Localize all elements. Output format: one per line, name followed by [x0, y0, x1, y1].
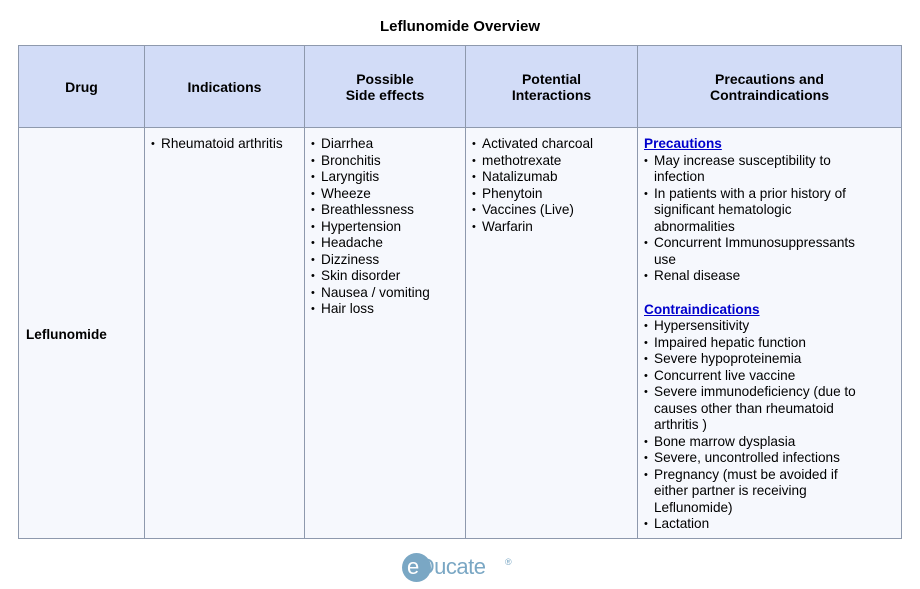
- contraindication-item: [644, 516, 895, 533]
- interaction-item: • Natalizumab: [472, 169, 631, 186]
- indications-list: [151, 136, 298, 153]
- header-drug: Drug: [19, 46, 145, 128]
- precautions-heading-link[interactable]: Precautions: [644, 136, 722, 151]
- interaction-item: • Phenytoin: [472, 186, 631, 203]
- side-effect-item: • Nausea / vomiting: [311, 285, 459, 302]
- precaution-item: [644, 186, 895, 236]
- page-title: Leflunomide Overview: [379, 18, 541, 35]
- registered-mark: ®: [505, 557, 512, 567]
- overview-table: [18, 45, 902, 539]
- precaution-item-line: abnormalities: [654, 218, 735, 234]
- header-interactions-line: Potential: [521, 70, 582, 87]
- contraindication-item: [644, 351, 895, 368]
- side-effect-item: • Breathlessness: [311, 202, 459, 219]
- contraindication-item-line: arthritis ): [654, 417, 707, 432]
- contraindication-item-line: • Pregnancy (must be avoided if: [654, 466, 838, 482]
- precaution-item-line: • Concurrent Immunosuppressants: [654, 235, 855, 250]
- precaution-item-line: infection: [654, 169, 705, 184]
- contraindications-heading-link[interactable]: Contraindications: [644, 301, 760, 317]
- drug-cell: Leflunomide: [19, 128, 145, 539]
- precaution-item-line: • Renal disease: [654, 268, 741, 283]
- interaction-item: • Vaccines (Live): [472, 202, 631, 219]
- contraindication-item-line: • Impaired hepatic function: [654, 334, 806, 350]
- side-effect-item: • Dizziness: [311, 252, 459, 269]
- side-effect-item: • Hair loss: [311, 301, 459, 318]
- precaution-item-line: use: [654, 251, 676, 267]
- side-effect-item: • Laryngitis: [311, 169, 459, 186]
- header-side-effects: [305, 46, 466, 128]
- contraindication-item: [644, 384, 895, 434]
- side-effect-item: • Bronchitis: [311, 153, 459, 170]
- contraindication-item: [644, 318, 895, 335]
- table-row: [19, 128, 902, 539]
- side-effects-list: [311, 136, 459, 318]
- contraindications-list: [644, 318, 895, 533]
- contraindication-item-line: • Concurrent live vaccine: [654, 367, 796, 383]
- logo-wordmark: [407, 554, 485, 580]
- precaution-item-line: • In patients with a prior history of: [654, 185, 846, 201]
- contraindication-item-line: • Severe immunodeficiency (due to: [654, 384, 856, 399]
- interactions-cell: [466, 128, 638, 539]
- contraindication-item-line: • Severe, uncontrolled infections: [654, 450, 840, 465]
- header-side-effects-line: Possible: [356, 70, 414, 87]
- side-effect-item: • Headache: [311, 235, 459, 252]
- header-precautions-line: Precautions and: [715, 70, 824, 87]
- contraindication-item-line: either partner is receiving: [654, 483, 807, 498]
- contraindication-item-line: • Lactation: [654, 516, 710, 531]
- indications-cell: [145, 128, 305, 539]
- precautions-cell: [638, 128, 902, 539]
- header-row: [19, 46, 902, 128]
- logo-rest-text: Ducate: [418, 554, 486, 579]
- header-interactions: [466, 46, 638, 128]
- contraindication-item-line: • Bone marrow dysplasia: [654, 433, 796, 449]
- precautions-list: [644, 153, 895, 285]
- precaution-item-line: significant hematologic: [654, 202, 792, 217]
- interaction-item: • methotrexate: [472, 153, 631, 170]
- contraindication-item-line: • Hypersensitivity: [654, 318, 750, 333]
- header-precautions-line: Contraindications: [709, 86, 829, 103]
- section-spacer: [644, 285, 895, 302]
- contraindication-item: [644, 450, 895, 467]
- side-effect-item: • Wheeze: [311, 186, 459, 203]
- precaution-item: [644, 235, 895, 268]
- side-effect-item: • Hypertension: [311, 219, 459, 236]
- contraindication-item: [644, 434, 895, 451]
- educate-logo: [402, 551, 532, 585]
- logo-first-letter: e: [407, 554, 419, 579]
- precaution-item: [644, 153, 895, 186]
- precaution-item: [644, 268, 895, 285]
- precaution-item-line: • May increase susceptibility to: [654, 152, 831, 168]
- contraindication-item-line: • Severe hypoproteinemia: [654, 351, 802, 366]
- header-interactions-line: Interactions: [511, 86, 592, 103]
- header-indications: Indications: [145, 46, 305, 128]
- contraindication-item: [644, 467, 895, 517]
- interactions-list: [472, 136, 631, 235]
- indication-item: • Rheumatoid arthritis: [151, 136, 298, 153]
- contraindication-item: [644, 368, 895, 385]
- interaction-item: • Activated charcoal: [472, 136, 631, 153]
- header-precautions: [638, 46, 902, 128]
- header-side-effects-line: Side effects: [345, 86, 425, 103]
- side-effects-cell: [305, 128, 466, 539]
- interaction-item: • Warfarin: [472, 219, 631, 236]
- contraindication-item-line: causes other than rheumatoid: [654, 400, 834, 416]
- contraindication-item: [644, 335, 895, 352]
- contraindication-item-line: Leflunomide): [654, 499, 733, 515]
- side-effect-item: • Skin disorder: [311, 268, 459, 285]
- side-effect-item: • Diarrhea: [311, 136, 459, 153]
